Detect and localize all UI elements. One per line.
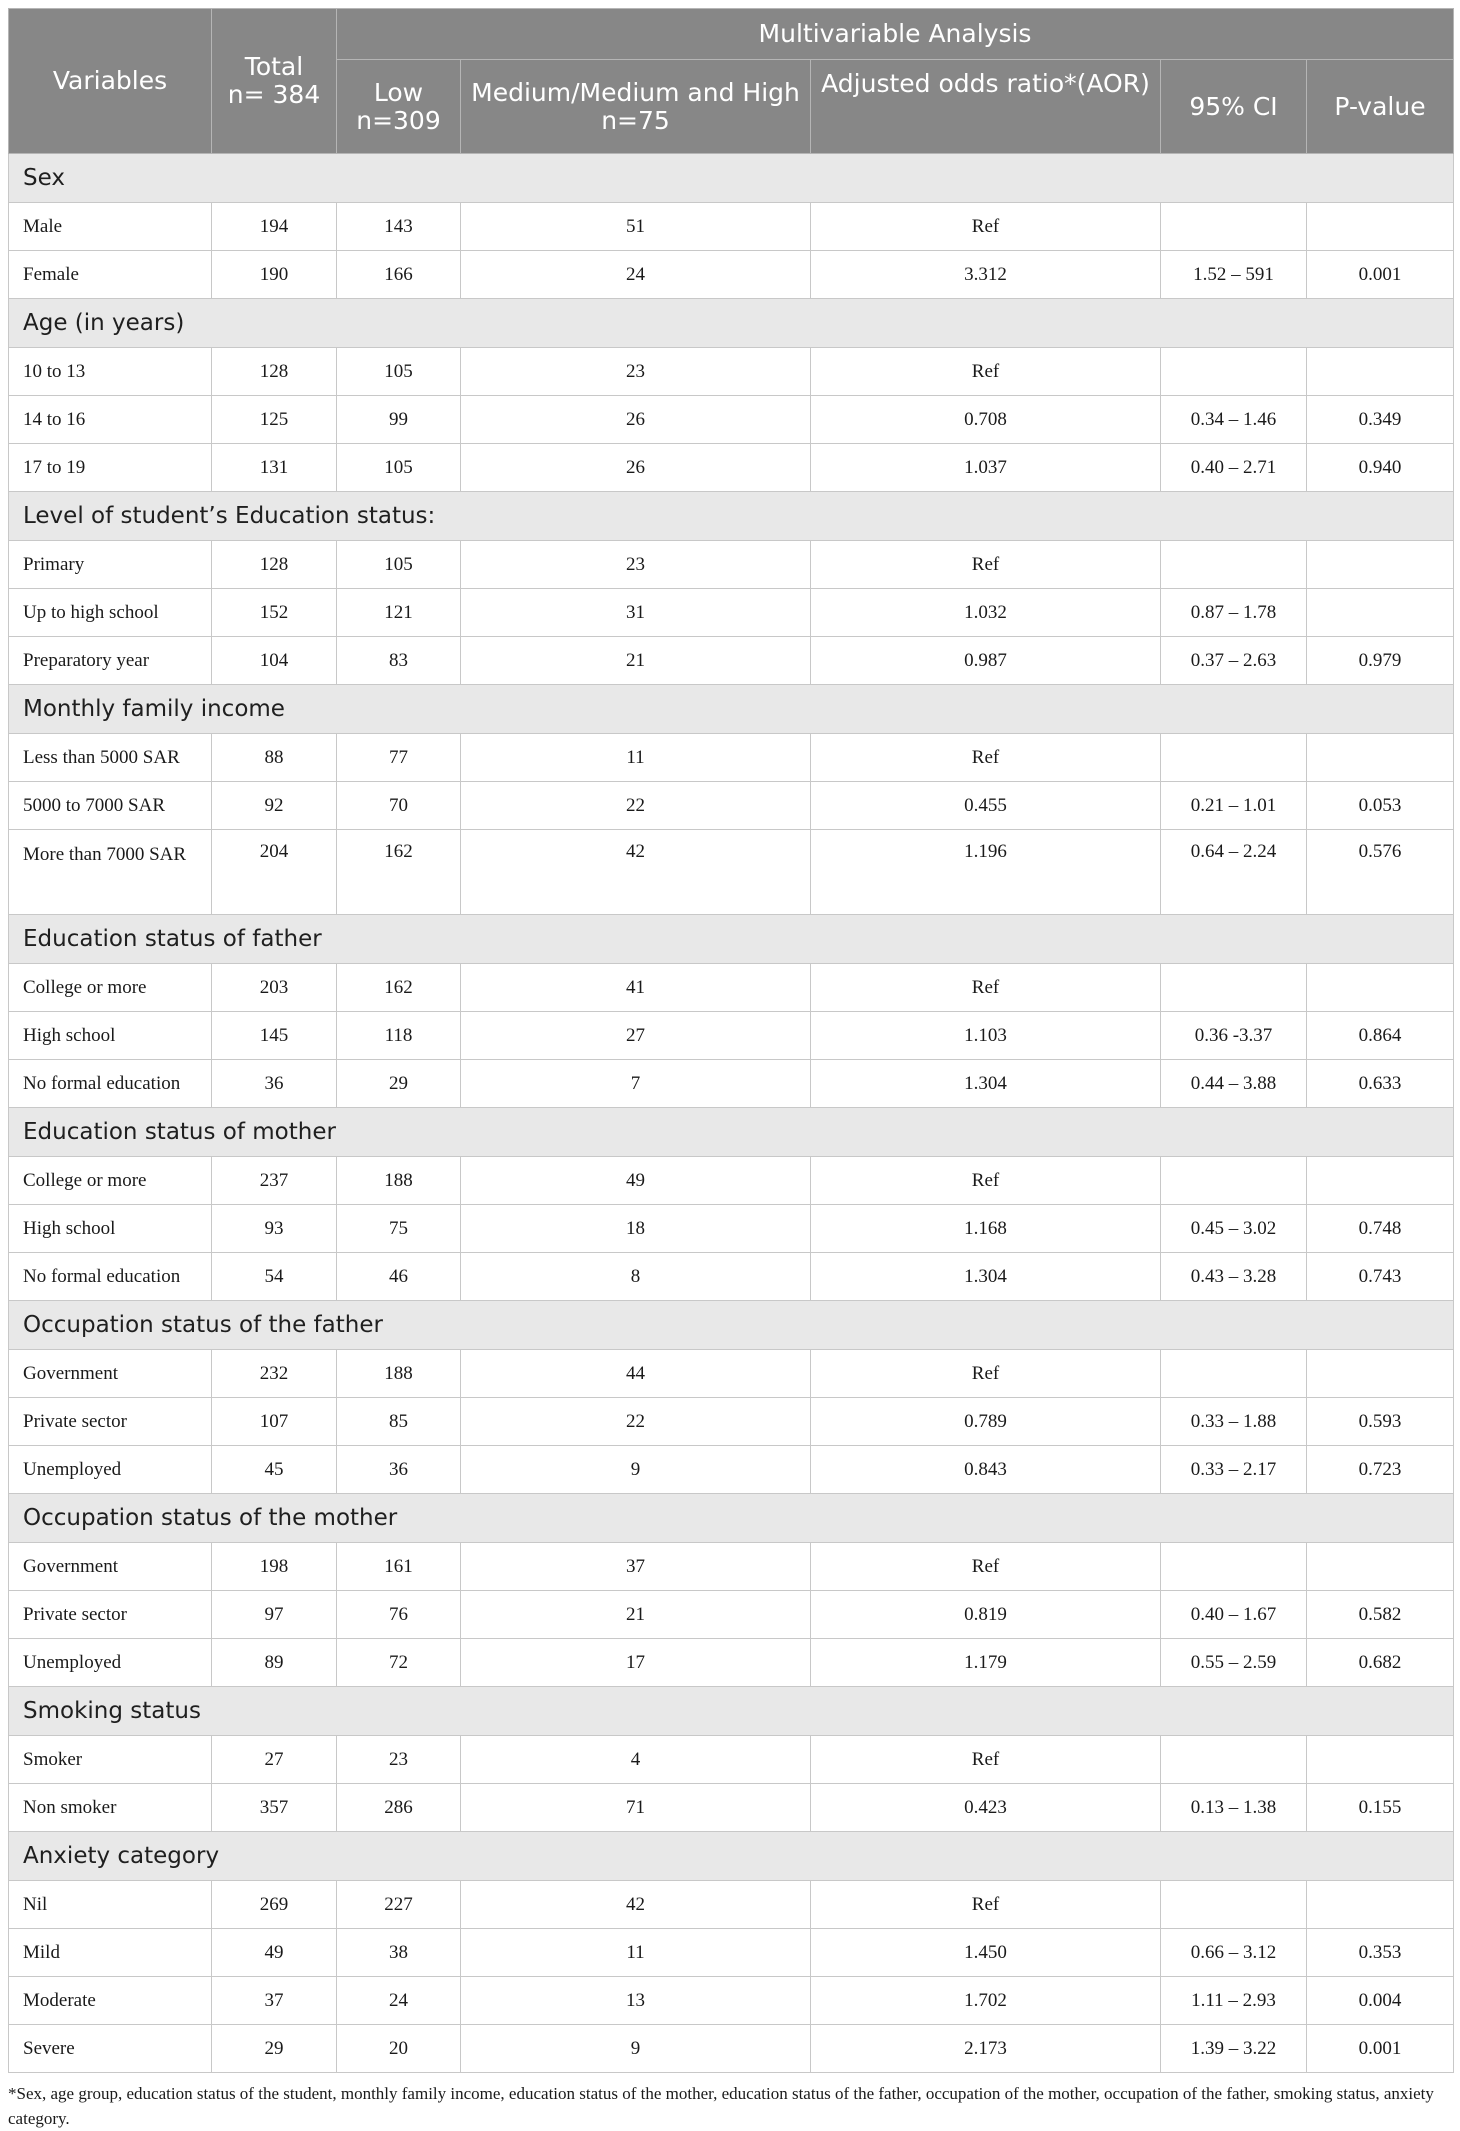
ci-cell: 0.40 – 1.67 — [1161, 1591, 1307, 1639]
table-row — [9, 1398, 1454, 1446]
section-header-row — [9, 1108, 1454, 1157]
section-title: Age (in years) — [9, 299, 1454, 348]
total-cell: 27 — [212, 1736, 337, 1784]
table-row — [9, 2025, 1454, 2073]
medium-high-cell: 22 — [461, 1398, 811, 1446]
section-header-row — [9, 1301, 1454, 1350]
table-row — [9, 444, 1454, 492]
p-value-cell: 0.155 — [1307, 1784, 1454, 1832]
variable-cell: Unemployed — [9, 1639, 212, 1687]
table-row — [9, 1784, 1454, 1832]
total-cell: 128 — [212, 348, 337, 396]
total-cell: 37 — [212, 1977, 337, 2025]
aor-cell: 0.819 — [811, 1591, 1161, 1639]
total-cell: 237 — [212, 1157, 337, 1205]
variable-cell: Preparatory year — [9, 637, 212, 685]
p-value-cell: 0.743 — [1307, 1253, 1454, 1301]
aor-cell: 0.423 — [811, 1784, 1161, 1832]
medium-high-cell: 27 — [461, 1012, 811, 1060]
section-header-row — [9, 154, 1454, 203]
low-cell: 118 — [337, 1012, 461, 1060]
low-cell: 24 — [337, 1977, 461, 2025]
medium-high-cell: 23 — [461, 348, 811, 396]
medium-high-cell: 11 — [461, 734, 811, 782]
p-value-cell: 0.001 — [1307, 2025, 1454, 2073]
total-cell: 357 — [212, 1784, 337, 1832]
low-cell: 77 — [337, 734, 461, 782]
header-multivariable-analysis: Multivariable Analysis — [337, 9, 1454, 60]
low-cell: 188 — [337, 1157, 461, 1205]
low-cell: 36 — [337, 1446, 461, 1494]
total-cell: 104 — [212, 637, 337, 685]
low-cell: 162 — [337, 964, 461, 1012]
section-title: Monthly family income — [9, 685, 1454, 734]
table-footnote: *Sex, age group, education status of the student, monthly family income, education status of the mother, education status of the father, occupation of the mother, occupation of the father, smoking status, anxiety category. — [8, 2084, 1434, 2128]
low-cell: 286 — [337, 1784, 461, 1832]
total-cell: 203 — [212, 964, 337, 1012]
total-cell: 152 — [212, 589, 337, 637]
aor-cell: 1.032 — [811, 589, 1161, 637]
variable-cell: Mild — [9, 1929, 212, 1977]
p-value-cell: 0.053 — [1307, 782, 1454, 830]
variable-cell: Male — [9, 203, 212, 251]
section-header-row — [9, 492, 1454, 541]
medium-high-cell: 8 — [461, 1253, 811, 1301]
p-value-cell: 0.593 — [1307, 1398, 1454, 1446]
section-title: Level of student’s Education status: — [9, 492, 1454, 541]
variable-cell: 14 to 16 — [9, 396, 212, 444]
section-title: Occupation status of the father — [9, 1301, 1454, 1350]
variable-cell: Female — [9, 251, 212, 299]
table-row — [9, 830, 1454, 915]
medium-high-cell: 9 — [461, 2025, 811, 2073]
aor-cell: Ref — [811, 734, 1161, 782]
aor-cell: 3.312 — [811, 251, 1161, 299]
aor-cell: 1.168 — [811, 1205, 1161, 1253]
p-value-cell — [1307, 541, 1454, 589]
low-cell: 99 — [337, 396, 461, 444]
ci-cell: 0.40 – 2.71 — [1161, 444, 1307, 492]
low-cell: 162 — [337, 830, 461, 915]
low-cell: 38 — [337, 1929, 461, 1977]
ci-cell: 0.33 – 2.17 — [1161, 1446, 1307, 1494]
variable-cell: Primary — [9, 541, 212, 589]
total-cell: 89 — [212, 1639, 337, 1687]
total-cell: 92 — [212, 782, 337, 830]
ci-cell: 0.33 – 1.88 — [1161, 1398, 1307, 1446]
p-value-cell — [1307, 1543, 1454, 1591]
total-cell: 36 — [212, 1060, 337, 1108]
low-cell: 105 — [337, 541, 461, 589]
aor-cell: 0.987 — [811, 637, 1161, 685]
medium-high-cell: 18 — [461, 1205, 811, 1253]
aor-cell: Ref — [811, 1881, 1161, 1929]
ci-cell: 0.45 – 3.02 — [1161, 1205, 1307, 1253]
total-cell: 93 — [212, 1205, 337, 1253]
medium-high-cell: 9 — [461, 1446, 811, 1494]
total-cell: 54 — [212, 1253, 337, 1301]
aor-cell: 1.702 — [811, 1977, 1161, 2025]
p-value-cell: 0.349 — [1307, 396, 1454, 444]
multivariable-analysis-table — [8, 8, 1454, 2073]
low-cell: 20 — [337, 2025, 461, 2073]
medium-high-cell: 71 — [461, 1784, 811, 1832]
total-cell: 29 — [212, 2025, 337, 2073]
aor-cell: Ref — [811, 348, 1161, 396]
medium-high-cell: 37 — [461, 1543, 811, 1591]
table-row — [9, 1157, 1454, 1205]
variable-cell: High school — [9, 1012, 212, 1060]
p-value-cell — [1307, 348, 1454, 396]
table-row — [9, 396, 1454, 444]
aor-cell: 1.179 — [811, 1639, 1161, 1687]
table-row — [9, 1350, 1454, 1398]
table-container — [8, 8, 1453, 2131]
low-cell: 83 — [337, 637, 461, 685]
ci-cell: 1.52 – 591 — [1161, 251, 1307, 299]
total-cell: 107 — [212, 1398, 337, 1446]
total-cell: 97 — [212, 1591, 337, 1639]
low-cell: 188 — [337, 1350, 461, 1398]
aor-cell: 1.196 — [811, 830, 1161, 915]
table-row — [9, 1736, 1454, 1784]
total-cell: 232 — [212, 1350, 337, 1398]
ci-cell — [1161, 348, 1307, 396]
ci-cell: 0.21 – 1.01 — [1161, 782, 1307, 830]
table-row — [9, 1446, 1454, 1494]
section-header-row — [9, 1687, 1454, 1736]
low-cell: 76 — [337, 1591, 461, 1639]
medium-high-cell: 41 — [461, 964, 811, 1012]
variable-cell: Moderate — [9, 1977, 212, 2025]
ci-cell: 0.36 -3.37 — [1161, 1012, 1307, 1060]
section-header-row — [9, 1832, 1454, 1881]
table-row — [9, 203, 1454, 251]
medium-high-cell: 49 — [461, 1157, 811, 1205]
table-row — [9, 964, 1454, 1012]
table-row — [9, 1012, 1454, 1060]
variable-cell: Private sector — [9, 1591, 212, 1639]
low-cell: 75 — [337, 1205, 461, 1253]
aor-cell: Ref — [811, 1736, 1161, 1784]
table-row — [9, 348, 1454, 396]
header-total: Total n= 384 — [212, 9, 337, 154]
medium-high-cell: 11 — [461, 1929, 811, 1977]
aor-cell: Ref — [811, 203, 1161, 251]
low-cell: 105 — [337, 348, 461, 396]
table-row — [9, 1543, 1454, 1591]
ci-cell: 1.11 – 2.93 — [1161, 1977, 1307, 2025]
aor-cell: 1.037 — [811, 444, 1161, 492]
aor-cell: 1.450 — [811, 1929, 1161, 1977]
variable-cell: Smoker — [9, 1736, 212, 1784]
section-title: Education status of mother — [9, 1108, 1454, 1157]
aor-cell: 2.173 — [811, 2025, 1161, 2073]
total-cell: 194 — [212, 203, 337, 251]
p-value-cell — [1307, 1881, 1454, 1929]
section-title: Smoking status — [9, 1687, 1454, 1736]
ci-cell — [1161, 1881, 1307, 1929]
section-header-row — [9, 299, 1454, 348]
table-row — [9, 1639, 1454, 1687]
variable-cell: No formal education — [9, 1060, 212, 1108]
header-aor: Adjusted odds ratio*(AOR) — [811, 60, 1161, 154]
low-cell: 105 — [337, 444, 461, 492]
variable-cell: Severe — [9, 2025, 212, 2073]
table-row — [9, 1977, 1454, 2025]
header-p-value: P-value — [1307, 60, 1454, 154]
table-row — [9, 637, 1454, 685]
variable-cell: Private sector — [9, 1398, 212, 1446]
table-row — [9, 1591, 1454, 1639]
variable-cell: Up to high school — [9, 589, 212, 637]
p-value-cell — [1307, 203, 1454, 251]
ci-cell: 0.87 – 1.78 — [1161, 589, 1307, 637]
ci-cell — [1161, 1350, 1307, 1398]
medium-high-cell: 23 — [461, 541, 811, 589]
table-row — [9, 734, 1454, 782]
ci-cell: 0.37 – 2.63 — [1161, 637, 1307, 685]
aor-cell: 1.103 — [811, 1012, 1161, 1060]
table-row — [9, 782, 1454, 830]
medium-high-cell: 44 — [461, 1350, 811, 1398]
section-header-row — [9, 1494, 1454, 1543]
low-cell: 29 — [337, 1060, 461, 1108]
p-value-cell: 0.576 — [1307, 830, 1454, 915]
aor-cell: Ref — [811, 964, 1161, 1012]
total-cell: 88 — [212, 734, 337, 782]
table-row — [9, 1881, 1454, 1929]
p-value-cell — [1307, 1350, 1454, 1398]
ci-cell: 0.66 – 3.12 — [1161, 1929, 1307, 1977]
section-header-row — [9, 685, 1454, 734]
low-cell: 143 — [337, 203, 461, 251]
p-value-cell: 0.748 — [1307, 1205, 1454, 1253]
ci-cell: 0.34 – 1.46 — [1161, 396, 1307, 444]
p-value-cell — [1307, 1157, 1454, 1205]
variable-cell: 17 to 19 — [9, 444, 212, 492]
header-variables: Variables — [9, 9, 212, 154]
ci-cell: 0.13 – 1.38 — [1161, 1784, 1307, 1832]
medium-high-cell: 26 — [461, 396, 811, 444]
ci-cell: 0.64 – 2.24 — [1161, 830, 1307, 915]
p-value-cell: 0.979 — [1307, 637, 1454, 685]
ci-cell — [1161, 964, 1307, 1012]
variable-cell: College or more — [9, 1157, 212, 1205]
aor-cell: 0.455 — [811, 782, 1161, 830]
section-title: Occupation status of the mother — [9, 1494, 1454, 1543]
ci-cell — [1161, 1157, 1307, 1205]
low-cell: 23 — [337, 1736, 461, 1784]
low-cell: 85 — [337, 1398, 461, 1446]
ci-cell — [1161, 1543, 1307, 1591]
p-value-cell: 0.582 — [1307, 1591, 1454, 1639]
table-row — [9, 1205, 1454, 1253]
variable-cell: 10 to 13 — [9, 348, 212, 396]
total-cell: 125 — [212, 396, 337, 444]
table-row — [9, 1929, 1454, 1977]
total-cell: 145 — [212, 1012, 337, 1060]
ci-cell — [1161, 1736, 1307, 1784]
medium-high-cell: 31 — [461, 589, 811, 637]
total-cell: 45 — [212, 1446, 337, 1494]
variable-cell: Government — [9, 1350, 212, 1398]
ci-cell — [1161, 541, 1307, 589]
section-title: Education status of father — [9, 915, 1454, 964]
header-95-ci: 95% CI — [1161, 60, 1307, 154]
low-cell: 227 — [337, 1881, 461, 1929]
medium-high-cell: 22 — [461, 782, 811, 830]
p-value-cell: 0.633 — [1307, 1060, 1454, 1108]
variable-cell: Unemployed — [9, 1446, 212, 1494]
medium-high-cell: 51 — [461, 203, 811, 251]
variable-cell: No formal education — [9, 1253, 212, 1301]
total-cell: 190 — [212, 251, 337, 299]
aor-cell: 0.708 — [811, 396, 1161, 444]
low-cell: 72 — [337, 1639, 461, 1687]
total-cell: 131 — [212, 444, 337, 492]
aor-cell: Ref — [811, 1157, 1161, 1205]
total-cell: 269 — [212, 1881, 337, 1929]
ci-cell — [1161, 203, 1307, 251]
ci-cell: 1.39 – 3.22 — [1161, 2025, 1307, 2073]
aor-cell: 0.789 — [811, 1398, 1161, 1446]
medium-high-cell: 13 — [461, 1977, 811, 2025]
p-value-cell — [1307, 589, 1454, 637]
ci-cell: 0.44 – 3.88 — [1161, 1060, 1307, 1108]
medium-high-cell: 17 — [461, 1639, 811, 1687]
medium-high-cell: 24 — [461, 251, 811, 299]
low-cell: 70 — [337, 782, 461, 830]
medium-high-cell: 42 — [461, 830, 811, 915]
medium-high-cell: 26 — [461, 444, 811, 492]
header-medium-high: Medium/Medium and High n=75 — [461, 60, 811, 154]
table-row — [9, 541, 1454, 589]
variable-cell: College or more — [9, 964, 212, 1012]
p-value-cell: 0.004 — [1307, 1977, 1454, 2025]
p-value-cell: 0.682 — [1307, 1639, 1454, 1687]
table-row — [9, 1060, 1454, 1108]
variable-cell: Nil — [9, 1881, 212, 1929]
variable-cell: Non smoker — [9, 1784, 212, 1832]
ci-cell: 0.43 – 3.28 — [1161, 1253, 1307, 1301]
aor-cell: 0.843 — [811, 1446, 1161, 1494]
medium-high-cell: 42 — [461, 1881, 811, 1929]
variable-cell: More than 7000 SAR — [9, 830, 212, 915]
aor-cell: 1.304 — [811, 1253, 1161, 1301]
medium-high-cell: 21 — [461, 637, 811, 685]
low-cell: 161 — [337, 1543, 461, 1591]
table-row — [9, 589, 1454, 637]
medium-high-cell: 4 — [461, 1736, 811, 1784]
p-value-cell: 0.864 — [1307, 1012, 1454, 1060]
ci-cell — [1161, 734, 1307, 782]
p-value-cell: 0.353 — [1307, 1929, 1454, 1977]
p-value-cell — [1307, 964, 1454, 1012]
low-cell: 46 — [337, 1253, 461, 1301]
variable-cell: Government — [9, 1543, 212, 1591]
variable-cell: High school — [9, 1205, 212, 1253]
ci-cell: 0.55 – 2.59 — [1161, 1639, 1307, 1687]
total-cell: 204 — [212, 830, 337, 915]
total-cell: 49 — [212, 1929, 337, 1977]
medium-high-cell: 7 — [461, 1060, 811, 1108]
table-row — [9, 251, 1454, 299]
table-header — [9, 9, 1454, 154]
table-body — [9, 154, 1454, 2073]
medium-high-cell: 21 — [461, 1591, 811, 1639]
total-cell: 128 — [212, 541, 337, 589]
header-low: Low n=309 — [337, 60, 461, 154]
aor-cell: Ref — [811, 1350, 1161, 1398]
table-row — [9, 1253, 1454, 1301]
variable-cell: 5000 to 7000 SAR — [9, 782, 212, 830]
aor-cell: Ref — [811, 1543, 1161, 1591]
low-cell: 121 — [337, 589, 461, 637]
aor-cell: Ref — [811, 541, 1161, 589]
section-header-row — [9, 915, 1454, 964]
variable-cell: Less than 5000 SAR — [9, 734, 212, 782]
low-cell: 166 — [337, 251, 461, 299]
p-value-cell: 0.940 — [1307, 444, 1454, 492]
aor-cell: 1.304 — [811, 1060, 1161, 1108]
section-title: Anxiety category — [9, 1832, 1454, 1881]
p-value-cell — [1307, 1736, 1454, 1784]
total-cell: 198 — [212, 1543, 337, 1591]
section-title: Sex — [9, 154, 1454, 203]
p-value-cell — [1307, 734, 1454, 782]
p-value-cell: 0.001 — [1307, 251, 1454, 299]
p-value-cell: 0.723 — [1307, 1446, 1454, 1494]
